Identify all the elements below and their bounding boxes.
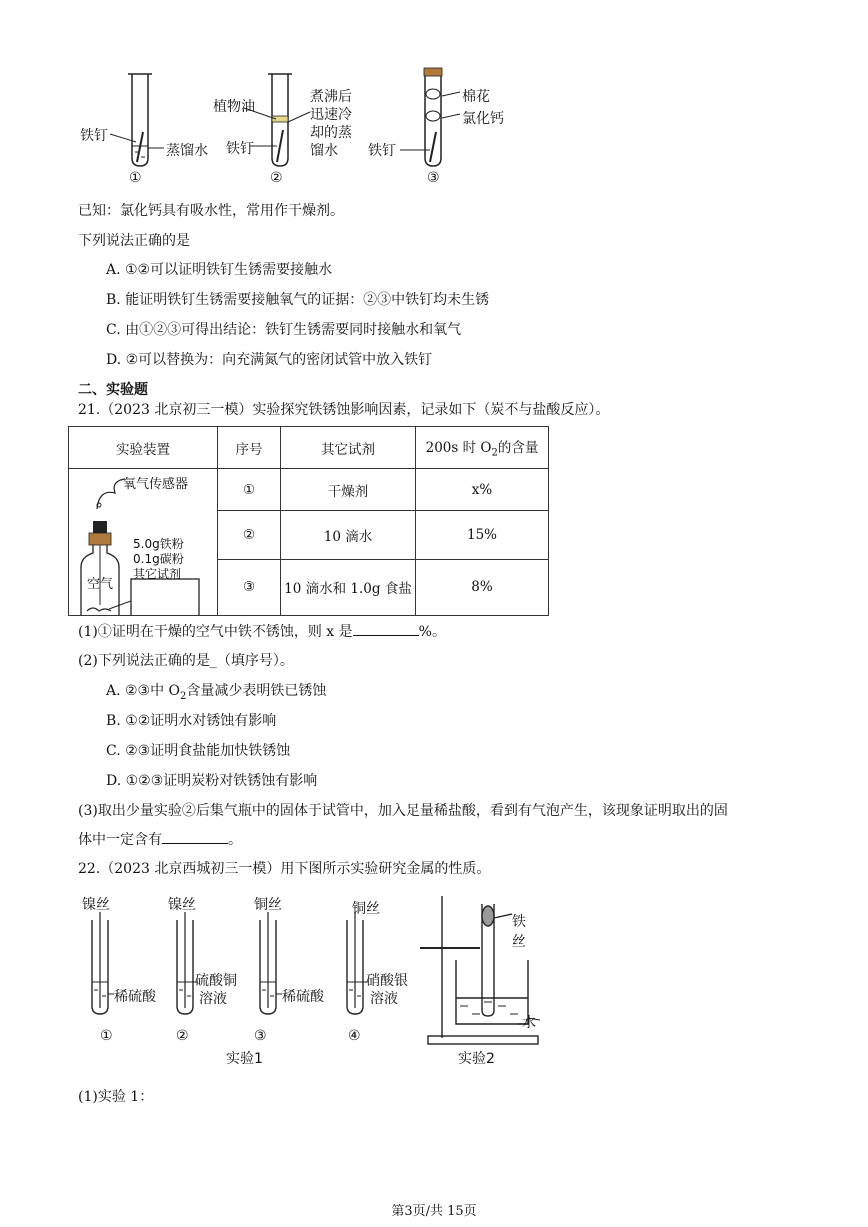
- tube1-label-water: 蒸馏水: [166, 143, 208, 159]
- q22-title: 22.（2023 北京西城初三一模）用下图所示实验研究金属的性质。: [78, 861, 491, 877]
- apparatus-cell: [69, 469, 218, 616]
- q21-part3-line2: 体中一定含有 。: [78, 832, 242, 848]
- tube3-label-nail: 铁钉: [368, 143, 396, 159]
- tube-q22-3-wire: 铜丝: [254, 897, 282, 913]
- section-title: 二、实验题: [78, 382, 148, 398]
- q21-option-d: D. ①②③证明炭粉对铁锈蚀有影响: [106, 773, 318, 789]
- q21-option-c: C. ②③证明食盐能加快铁锈蚀: [106, 743, 291, 759]
- bottle-contents: 5.0g铁粉 0.1g碳粉 其它试剂: [133, 537, 184, 581]
- q21-option-a: A. ②③中 $O_2$含量减少表明铁已锈蚀: [106, 683, 327, 702]
- q21-part3-line1: (3)取出少量实验②后集气瓶中的固体于试管中，加入足量稀盐酸，看到有气泡产生，该现象证明取出的固: [78, 803, 728, 819]
- tube-q22-2-number: ②: [176, 1028, 189, 1044]
- sensor-label: 氧气传感器: [123, 477, 189, 492]
- tube2-label-nail: 铁钉: [226, 141, 254, 157]
- q21-option-b: B. ①②证明水对锈蚀有影响: [106, 713, 277, 729]
- header-apparatus: 实验装置: [69, 427, 218, 469]
- q20-option-c: C. 由①②③可得出结论：铁钉生锈需要同时接触水和氧气: [106, 322, 462, 338]
- q20-option-d: D. ②可以替换为：向充满氮气的密闭试管中放入铁钉: [106, 352, 433, 368]
- tube-q22-4-wire: 铜丝: [352, 901, 380, 917]
- tube-q22-2-wire: 镍丝: [168, 897, 196, 913]
- row1-reagent: 干燥剂: [281, 469, 416, 511]
- air-label: 空气: [87, 577, 114, 592]
- tube1-label-nail: 铁钉: [80, 128, 108, 144]
- page-footer: 第3页/共 15页: [391, 1204, 477, 1219]
- row2-reagent: 10 滴水: [281, 511, 416, 559]
- tube2-label-water: 煮沸后 迅速冷 却的蒸 馏水: [310, 89, 352, 159]
- water-label: 水: [522, 1015, 536, 1031]
- tube-q22-1-number: ①: [100, 1028, 113, 1044]
- tube-q22-2-liquid: 硫酸铜 溶液: [195, 973, 237, 1007]
- row2-number: ②: [218, 511, 281, 559]
- experiment-table: [68, 426, 549, 616]
- known-info: 已知：氯化钙具有吸水性，常用作干燥剂。: [78, 203, 344, 219]
- row1-number: ①: [218, 469, 281, 511]
- q21-part1: (1)①证明在干燥的空气中铁不锈蚀，则 x 是 %。: [78, 624, 446, 640]
- q22-part1: (1)实验 1：: [78, 1089, 154, 1105]
- q21-part2: (2)下列说法正确的是_（填序号）。: [78, 653, 294, 669]
- tube3-label-cacl2: 氯化钙: [462, 111, 504, 127]
- q20-prompt: 下列说法正确的是: [78, 233, 190, 249]
- test-tube-3: [400, 68, 460, 166]
- tube3-label-cotton: 棉花: [462, 89, 490, 105]
- tube-q22-3-number: ③: [254, 1028, 267, 1044]
- q21-title: 21.（2023 北京初三一模）实验探究铁锈蚀影响因素，记录如下（炭不与盐酸反应）。: [78, 402, 610, 418]
- row1-o2: x%: [416, 469, 549, 511]
- answer-blank-solid[interactable]: [162, 831, 228, 844]
- tube-q22-4-number: ④: [348, 1028, 361, 1044]
- tube3-number: ③: [427, 170, 440, 186]
- q20-option-a: A. ①②可以证明铁钉生锈需要接触水: [106, 262, 333, 278]
- row3-reagent: 10 滴水和 1.0g 食盐: [281, 559, 416, 615]
- iron-wire-label: 铁 丝: [512, 914, 526, 950]
- row3-number: ③: [218, 559, 281, 615]
- tube-q22-3-liquid: 稀硫酸: [282, 989, 324, 1005]
- tube1-number: ①: [129, 170, 142, 186]
- header-reagent: 其它试剂: [281, 427, 416, 469]
- tube-q22-4-liquid: 硝酸银 溶液: [366, 973, 408, 1007]
- answer-blank-x[interactable]: [353, 623, 419, 636]
- q20-option-b: B. 能证明铁钉生锈需要接触氧气的证据：②③中铁钉均未生锈: [106, 292, 490, 308]
- tube-q22-1-wire: 镍丝: [82, 897, 110, 913]
- header-o2: 200s 时 $O_2$的含量: [416, 427, 549, 469]
- row3-o2: 8%: [416, 559, 549, 615]
- tube2-number: ②: [270, 170, 283, 186]
- header-number: 序号: [218, 427, 281, 469]
- tube2-label-oil: 植物油: [213, 99, 255, 115]
- experiment2-label: 实验2: [458, 1051, 495, 1067]
- figure-metal-experiments: [80, 890, 560, 1070]
- tube-q22-1-liquid: 稀硫酸: [114, 989, 156, 1005]
- test-tube-1: [110, 74, 164, 166]
- experiment1-label: 实验1: [226, 1051, 263, 1067]
- row2-o2: 15%: [416, 511, 549, 559]
